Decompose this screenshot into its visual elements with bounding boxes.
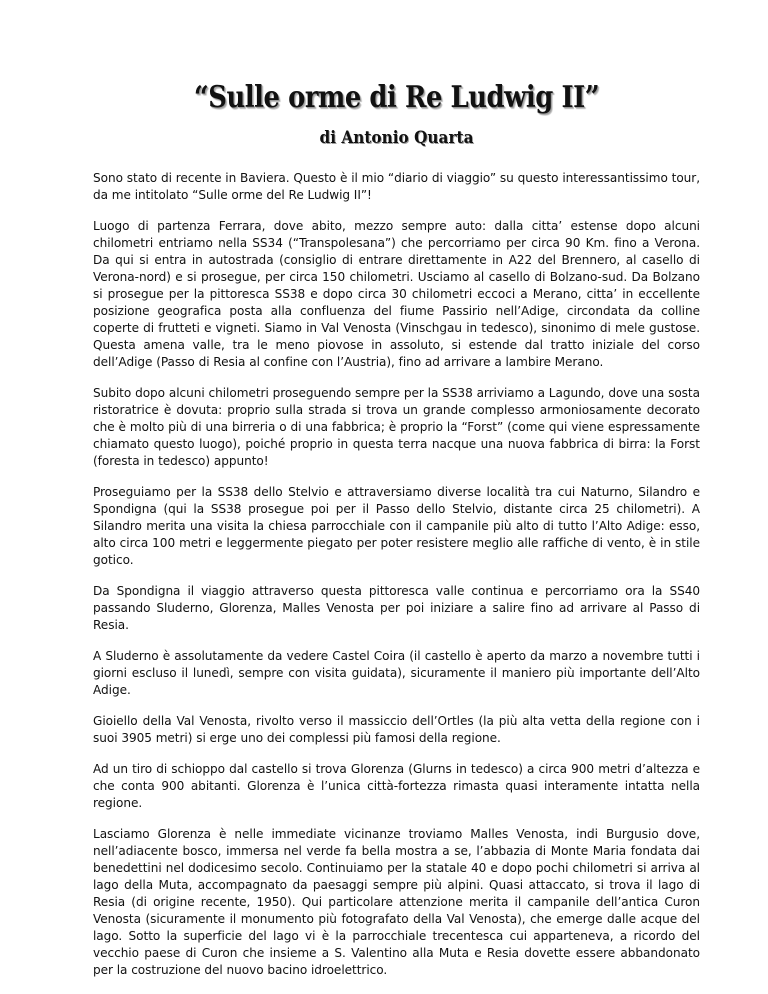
paragraph: Da Spondigna il viaggio attraverso questa pittoresca valle continua e percorriamo ora la SS40 passando Sluderno, Glorenza, Malles Venosta per poi iniziare a salire fino ad arrivare al Passo di Resia.	[93, 584, 700, 632]
paragraph: Lasciamo Glorenza è nelle immediate vicinanze troviamo Malles Venosta, indi Burgusio dove, nell’adiacente bosco, immersa nel verde fa bella mostra a se, l’abbazia di Monte Maria fondata dai benedettini nel dodicesimo secolo. Continuiamo per la statale 40 e dopo pochi chilometri si arriva al lago della Muta, accompagnato da paesaggi sempre più alpini. Quasi attaccato, si trova il lago di Resia (di origine recente, 1950). Qui particolare attenzione merita il campanile dell’antica Curon Venosta (sicuramente il monumento più fotografato della Val Venosta), che emerge dalle acque del lago. Sotto la superficie del lago vi è la parrocchiale trecentesca cui apparteneva, a ricordo del vecchio paese di Curon che insieme a S. Valentino alla Muta e Resia dovette essere abbandonato per la costruzione del nuovo bacino idroelettrico.	[93, 827, 700, 977]
document-title: “Sulle orme di Re Ludwig II”	[193, 80, 600, 115]
paragraph: Sono stato di recente in Baviera. Questo è il mio “diario di viaggio” su questo interessantissimo tour, da me intitolato “Sulle orme del Re Ludwig II”!	[93, 171, 700, 202]
document-author: di Antonio Quarta	[319, 128, 474, 148]
document-page	[93, 0, 700, 993]
paragraph: A Sluderno è assolutamente da vedere Castel Coira (il castello è aperto da marzo a novembre tutti i giorni escluso il lunedì, sempre con visita guidata), sicuramente il maniero più importante dell’Alto Adige.	[93, 649, 700, 697]
paragraph: Luogo di partenza Ferrara, dove abito, mezzo sempre auto: dalla citta’ estense dopo alcuni chilometri entriamo nella SS34 (“Transpolesana”) che percorriamo per circa 90 Km. fino a Verona. Da qui si entra in autostrada (consiglio di entrare direttamente in A22 del Brennero, al casello di Verona-nord) e si prosegue, per circa 150 chilometri. Usciamo al casello di Bolzano-sud. Da Bolzano si prosegue per la pittoresca SS38 e dopo circa 30 chilometri eccoci a Merano, citta’ in eccellente posizione geografica posta alla confluenza del fiume Passirio nell’Adige, circondata da colline coperte di frutteti e vigneti. Siamo in Val Venosta (Vinschgau in tedesco), sinonimo di mele gustose. Questa amena valle, tra le meno piovose in assoluto, si estende dal tratto iniziale del corso dell’Adige (Passo di Resia al confine con l’Austria), fino ad arrivare a lambire Merano.	[93, 219, 700, 369]
document-body	[93, 170, 700, 979]
paragraph: Ad un tiro di schioppo dal castello si trova Glorenza (Glurns in tedesco) a circa 900 metri d’altezza e che conta 900 abitanti. Glorenza è l’unica città-fortezza rimasta quasi interamente intatta nella regione.	[93, 762, 700, 810]
paragraph: Gioiello della Val Venosta, rivolto verso il massiccio dell’Ortles (la più alta vetta della regione con i suoi 3905 metri) si erge uno dei complessi più famosi della regione.	[93, 714, 700, 745]
paragraph: Proseguiamo per la SS38 dello Stelvio e attraversiamo diverse località tra cui Naturno, Silandro e Spondigna (qui la SS38 prosegue poi per il Passo dello Stelvio, distante circa 25 chilometri). A Silandro merita una visita la chiesa parrocchiale con il campanile più alto di tutto l’Alto Adige: esso, alto circa 100 metri e leggermente piegato per poter resistere meglio alle raffiche di vento, è in stile gotico.	[93, 485, 700, 567]
paragraph: Subito dopo alcuni chilometri proseguendo sempre per la SS38 arriviamo a Lagundo, dove una sosta ristoratrice è dovuta: proprio sulla strada si trova un grande complesso armoniosamente decorato che è molto più di una birreria o di una fabbrica; è proprio la “Forst” (come qui viene espressamente chiamato questo luogo), poiché proprio in questa terra nacque una nuova fabbrica di birra: la Forst (foresta in tedesco) appunto!	[93, 386, 700, 468]
